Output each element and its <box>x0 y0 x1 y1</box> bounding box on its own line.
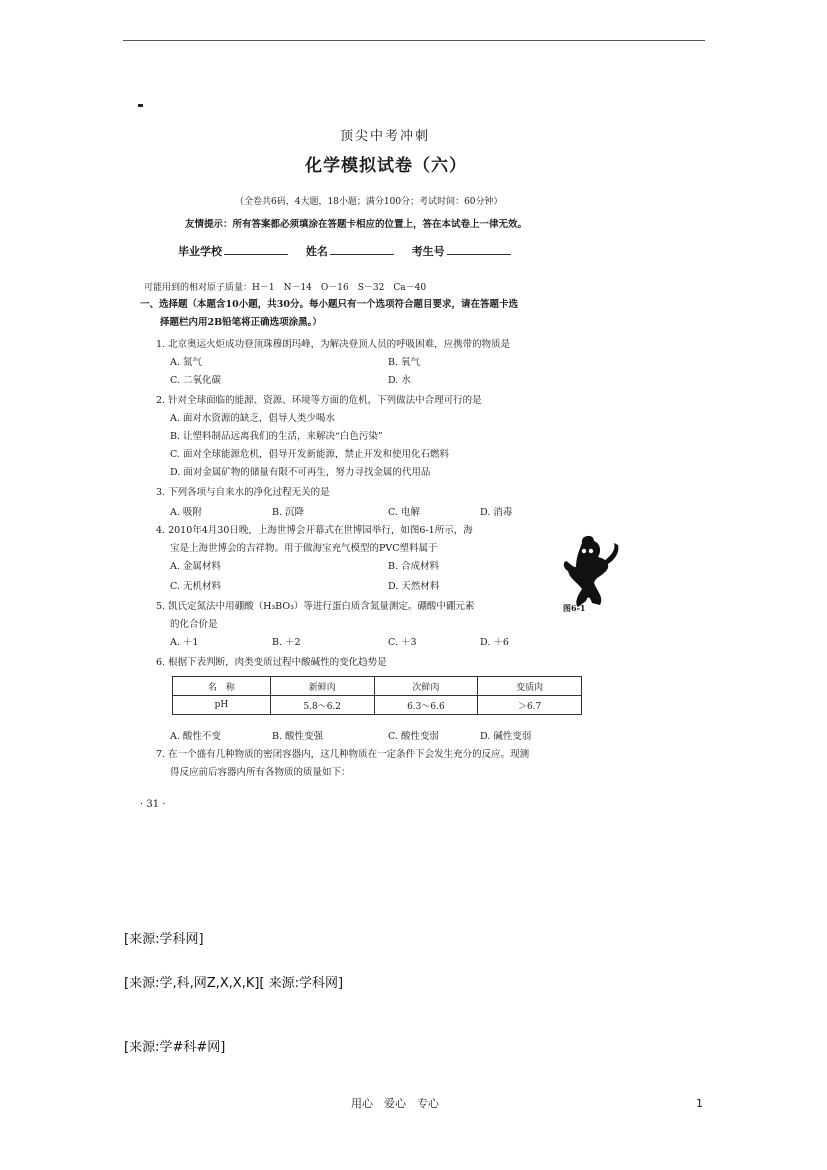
table-cell-fresh: 5.8～6.2 <box>270 696 374 715</box>
q1-option-a: A. 氮气 <box>170 357 202 368</box>
table-header-less-fresh: 次鲜肉 <box>374 677 478 696</box>
question-1: 1. 北京奥运火炬成功登顶珠穆朗玛峰，为解决登顶人员的呼吸困难，应携带的物质是 <box>156 339 511 350</box>
footer-slogan: 用心 爱心 专心 <box>351 1097 439 1110</box>
q2-option-b: B. 让塑料制品远离我们的生活，来解决“白色污染” <box>170 431 383 442</box>
question-6: 6. 根据下表判断，肉类变质过程中酸碱性的变化趋势是 <box>156 657 387 668</box>
ph-table <box>172 676 582 715</box>
q4-option-c: C. 无机材料 <box>170 581 221 592</box>
table-header-name: 名 称 <box>173 677 271 696</box>
student-fields <box>178 244 525 258</box>
q2-option-d: D. 面对金属矿物的储量有限不可再生，努力寻找金属的代用品 <box>170 467 431 478</box>
question-5: 5. 凯氏定氮法中用硼酸（H₃BO₃）等进行蛋白质含氮量测定。硼酸中硼元素 <box>156 601 475 612</box>
q2-option-a: A. 面对水资源的缺乏，倡导人类少喝水 <box>170 413 335 424</box>
table-cell-less-fresh: 6.3～6.6 <box>374 696 478 715</box>
question-2: 2. 针对全球面临的能源、资源、环境等方面的危机，下列做法中合理可行的是 <box>156 395 482 406</box>
question-3: 3. 下列各项与自来水的净化过程无关的是 <box>156 487 330 498</box>
q4-option-b: B. 合成材料 <box>388 561 440 572</box>
question-7: 7. 在一个盛有几种物质的密闭容器内，这几种物质在一定条件下会发生充分的反应。现测 <box>156 749 530 760</box>
q3-option-c: C. 电解 <box>388 507 420 518</box>
header-rule <box>123 40 705 41</box>
table-row <box>173 696 582 715</box>
field-name: 姓名 <box>305 245 328 258</box>
series-title: 顶尖中考冲刺 <box>340 129 431 144</box>
haibao-mascot-figure <box>560 533 622 613</box>
source-note-1: [来源:学科网] <box>124 932 204 947</box>
friendly-tip: 友情提示：所有答案都必须填涂在答题卡相应的位置上，答在本试卷上一律无效。 <box>185 219 528 230</box>
field-name-blank <box>330 244 394 255</box>
q5-option-c: C. ＋3 <box>388 637 417 648</box>
table-header-fresh: 新鲜肉 <box>270 677 374 696</box>
exam-meta: （全卷共6码，4大题，18小题；满分100分；考试时间：60分钟） <box>235 197 503 207</box>
q5-option-a: A. ＋1 <box>170 637 199 648</box>
mascot-body <box>564 536 608 607</box>
q1-option-c: C. 二氧化碳 <box>170 375 221 386</box>
scan-page-number: · 31 · <box>140 799 166 810</box>
question-7-cont: 得反应前后容器内所有各物质的质量如下： <box>170 767 351 778</box>
q5-option-d: D. ＋6 <box>480 637 509 648</box>
field-school: 毕业学校 <box>178 245 222 258</box>
field-id-blank <box>447 244 511 255</box>
q6-option-b: B. 酸性变强 <box>272 731 324 742</box>
q4-option-d: D. 天然材料 <box>388 581 440 592</box>
table-row <box>173 677 582 696</box>
scan-speck <box>138 104 143 107</box>
page-number: 1 <box>696 1097 703 1110</box>
exam-title: 化学模拟试卷（六） <box>305 156 467 176</box>
question-4-cont: 宝是上海世博会的吉祥物。用于做海宝充气模型的PVC塑料属于 <box>170 543 438 554</box>
question-5-cont: 的化合价是 <box>170 619 218 630</box>
table-header-spoiled: 变质肉 <box>478 677 582 696</box>
q1-option-d: D. 水 <box>388 375 411 386</box>
section1-heading-cont: 择题栏内用2B铅笔将正确选项涂黑。） <box>160 317 322 328</box>
q6-option-c: C. 酸性变弱 <box>388 731 439 742</box>
q2-option-c: C. 面对全球能源危机，倡导开发新能源，禁止开发和使用化石燃料 <box>170 449 449 460</box>
q6-option-d: D. 碱性变弱 <box>480 731 532 742</box>
figure-caption: 图6-1 <box>563 603 586 613</box>
field-id: 考生号 <box>411 245 445 258</box>
table-cell-spoiled: ＞6.7 <box>478 696 582 715</box>
table-cell-ph: pH <box>173 696 271 715</box>
mascot-eye-left <box>582 549 586 553</box>
atomic-masses: 可能用到的相对原子质量：H－1 N－14 O－16 S－32 Ca－40 <box>144 283 427 293</box>
q1-option-b: B. 氧气 <box>388 357 421 368</box>
q3-option-b: B. 沉降 <box>272 507 305 518</box>
q4-option-a: A. 金属材料 <box>170 561 221 572</box>
source-note-2: [来源:学,科,网Z,X,X,K][ 来源:学科网] <box>124 976 344 991</box>
scanned-exam-page <box>140 118 620 818</box>
question-4: 4. 2010年4月30日晚，上海世博会开幕式在世博园举行，如图6-1所示，海 <box>156 525 473 536</box>
source-note-3: [来源:学#科#网] <box>124 1040 226 1055</box>
q5-option-b: B. ＋2 <box>272 637 301 648</box>
mascot-eye-right <box>589 549 593 553</box>
q3-option-a: A. 吸附 <box>170 507 202 518</box>
field-school-blank <box>224 244 288 255</box>
section1-heading: 一、选择题（本题含10小题，共30分。每小题只有一个选项符合题目要求，请在答题卡选 <box>140 299 518 310</box>
q3-option-d: D. 消毒 <box>480 507 513 518</box>
mascot-arm-wave <box>604 543 618 565</box>
q6-option-a: A. 酸性不变 <box>170 731 221 742</box>
